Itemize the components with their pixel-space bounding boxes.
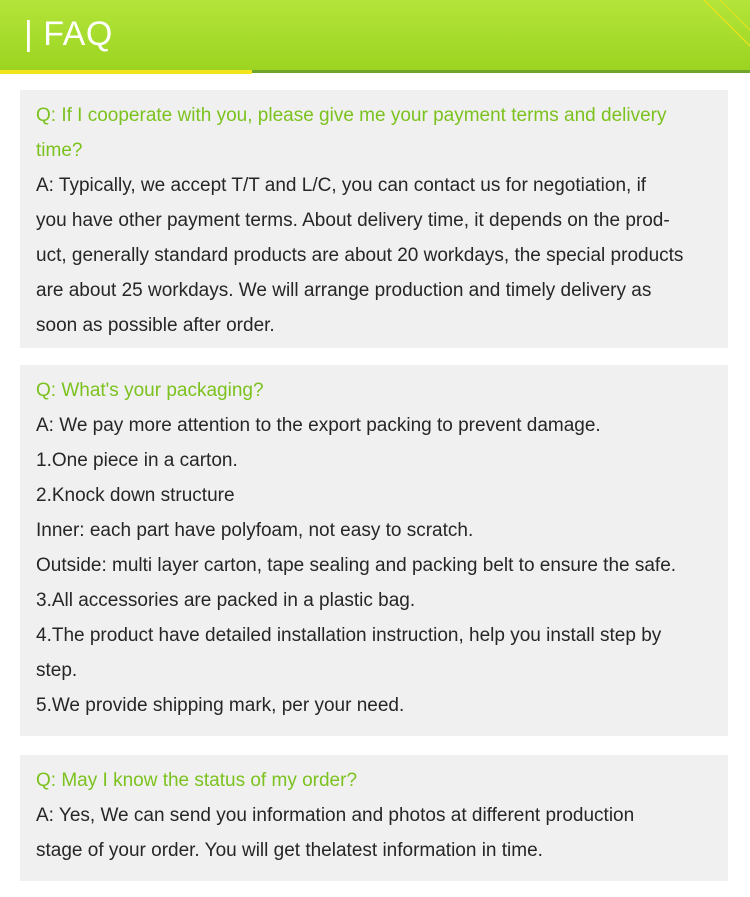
answer-line: 4.The product have detailed installation instruction, help you install step by <box>36 625 662 646</box>
page-title: | FAQ <box>24 15 113 53</box>
answer-line: Outside: multi layer carton, tape sealing and packing belt to ensure the safe. <box>36 555 677 576</box>
answer-line: Inner: each part have polyfoam, not easy to scratch. <box>36 520 474 541</box>
answer-line: A: Yes, We can send you information and photos at different production <box>36 805 635 826</box>
faq-card-order-status <box>20 755 728 881</box>
question-line: Q: What's your packaging? <box>36 380 264 401</box>
question-line: Q: May I know the status of my order? <box>36 770 358 791</box>
corner-decoration-icon <box>690 0 750 70</box>
answer-line: are about 25 workdays. We will arrange production and timely delivery as <box>36 280 652 301</box>
faq-header-banner <box>0 0 750 70</box>
stripe-green-segment <box>252 70 750 73</box>
answer-line: A: Typically, we accept T/T and L/C, you can contact us for negotiation, if <box>36 175 647 196</box>
answer-line: uct, generally standard products are about 20 workdays, the special products <box>36 245 684 266</box>
answer-line: 2.Knock down structure <box>36 485 235 506</box>
header-underline-stripe <box>0 70 750 75</box>
answer-line: you have other payment terms. About delivery time, it depends on the prod- <box>36 210 670 231</box>
answer-line: step. <box>36 660 78 681</box>
faq-card-packaging <box>20 365 728 736</box>
answer-line: 5.We provide shipping mark, per your need. <box>36 695 405 716</box>
answer-line: 1.One piece in a carton. <box>36 450 238 471</box>
answer-line: stage of your order. You will get thelatest information in time. <box>36 840 543 861</box>
answer-line: 3.All accessories are packed in a plastic bag. <box>36 590 416 611</box>
answer-line: A: We pay more attention to the export packing to prevent damage. <box>36 415 601 436</box>
question-line: Q: If I cooperate with you, please give me your payment terms and delivery <box>36 105 667 126</box>
stripe-yellow-segment <box>0 70 252 74</box>
question-line: time? <box>36 140 83 161</box>
answer-line: soon as possible after order. <box>36 315 275 336</box>
faq-card-payment <box>20 90 728 348</box>
